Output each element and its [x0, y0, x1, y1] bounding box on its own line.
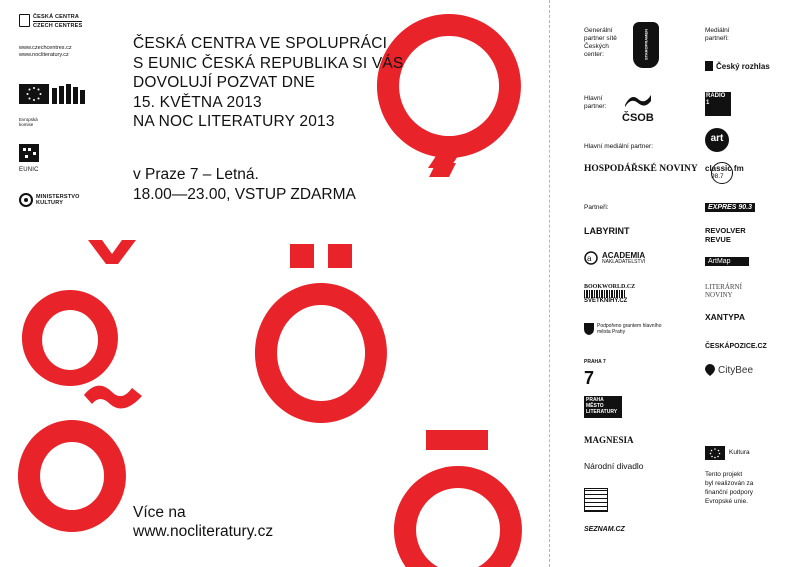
praha-mesto-literatury-logo: PRAHA MĚSTO LITERATURY: [584, 396, 622, 418]
note-line: byl realizován za: [705, 480, 754, 487]
note-line: finanční podpory: [705, 489, 754, 496]
url-nocliteratury[interactable]: www.nocliteratury.cz: [19, 52, 69, 58]
artmap-logo: ArtMap: [705, 257, 749, 266]
invitation-line: 15. KVĚTNA 2013: [133, 93, 262, 111]
ministry-of-culture-logo: [19, 193, 80, 207]
prague-shield-icon: [584, 323, 594, 335]
csob-logo: [622, 93, 654, 124]
caption-line: Hlavní: [584, 95, 603, 102]
ceska-pozice-logo: ČESKÁPOZICE.CZ: [705, 343, 767, 350]
csob-logo-text: ČSOB: [622, 112, 654, 124]
citybee-text: CityBee: [718, 364, 754, 376]
art-logo: art: [705, 128, 729, 152]
media-partners-caption: [705, 27, 730, 43]
revue-text: REVUE: [705, 235, 731, 244]
magnesia-logo: MAGNESIA: [584, 435, 634, 445]
prague-grant-logo: [584, 323, 667, 335]
eu-caption-line2: komise: [19, 122, 34, 127]
bookworld-logo-text: BOOKWORLD.CZ: [584, 284, 636, 290]
invitation-headline: [133, 34, 403, 132]
literarni-noviny-logo: [705, 283, 742, 299]
cesky-rozhlas-logo: [705, 61, 770, 71]
invitation-line: S EUNIC ČESKÁ REPUBLIKA SI VÁS: [133, 54, 404, 72]
hospodarske-noviny-logo: HOSPODÁŘSKÉ NOVINY: [584, 164, 698, 174]
caption-line: Mediální: [705, 27, 730, 34]
partners-caption: Partneři:: [584, 204, 609, 211]
czech-centres-name: ČESKÁ CENTRA: [33, 14, 82, 22]
note-line: Evropské unie.: [705, 498, 748, 505]
praha7-logo: [584, 355, 604, 387]
eu-flag-small-icon: [705, 446, 725, 460]
literarni-text: LITERÁRNÍ: [705, 283, 742, 291]
event-time: 18.00—23.00, VSTUP ZDARMA: [133, 186, 356, 203]
note-line: Tento projekt: [705, 471, 743, 478]
main-partner-caption: [584, 95, 606, 111]
kultura-label: Kultura: [729, 449, 750, 456]
dashed-divider: [549, 0, 550, 567]
more-info-url[interactable]: www.nocliteratury.cz: [133, 523, 274, 540]
eunic-label: EUNIC: [19, 167, 39, 173]
caption-line: center:: [584, 51, 604, 58]
caption-line: Generální: [584, 27, 613, 34]
invitation-line: DOVOLUJÍ POZVAT DNE: [133, 74, 316, 91]
bookworld-logo: [584, 284, 635, 304]
letter-o-tilde-decoration: [18, 386, 142, 532]
caption-line: partneři:: [705, 35, 729, 42]
revolver-revue-logo: [705, 226, 746, 244]
noviny-text: NOVINY: [705, 291, 733, 299]
url-list: [19, 45, 72, 59]
academia-sub-text: NAKLADATELSTVÍ: [602, 259, 646, 265]
url-czechcentres[interactable]: www.czechcentres.cz: [19, 45, 72, 51]
caption-line: partner sítě: [584, 35, 617, 42]
czech-centres-emblem-icon: [19, 14, 30, 27]
praha7-number: 7: [584, 368, 595, 388]
caption-line: Českých: [584, 43, 609, 50]
classic-fm-logo: [705, 164, 744, 181]
staropramen-logo-text: STAROPRAMEN: [643, 28, 649, 61]
letter-o-umlaut-decoration: [255, 244, 387, 423]
narodni-divadlo-logo: Národní divadlo: [584, 461, 644, 471]
european-commission-logo: [19, 84, 91, 127]
xantypa-logo: XANTYPA: [705, 312, 745, 322]
main-media-partner-caption: Hlavní mediální partner:: [584, 143, 654, 150]
eu-flag-icon: [19, 84, 91, 112]
staropramen-logo: [633, 22, 659, 68]
eunic-logo: [19, 144, 39, 173]
general-partner-caption: [584, 27, 617, 59]
event-details: [133, 165, 356, 205]
cesky-rozhlas-icon: [705, 61, 713, 71]
labyrint-logo-text: LABYRINT: [584, 226, 630, 236]
pen-club-logo-icon: [584, 488, 608, 512]
eu-funding-note: [705, 470, 753, 506]
ministry-emblem-icon: [19, 193, 33, 207]
letter-s-caron-decoration: [22, 240, 136, 386]
expres-logo: EXPRES 90.3: [705, 203, 755, 212]
cesky-rozhlas-text: Český rozhlas: [716, 61, 770, 71]
citybee-logo: [705, 364, 753, 376]
czech-centres-name-en: CZECH CENTRES: [33, 23, 83, 29]
letter-o-macron-decoration: [394, 430, 522, 567]
ministry-name-line2: KULTURY: [36, 200, 64, 206]
seznam-logo: SEZNAM.CZ: [584, 526, 625, 533]
invitation-line: ČESKÁ CENTRA VE SPOLUPRÁCI: [133, 35, 388, 52]
more-info: [133, 503, 273, 541]
radio1-logo: RADIO 1: [705, 92, 731, 116]
ministry-name-line1: MINISTERSTVO: [36, 194, 80, 200]
event-place: v Praze 7 – Letná.: [133, 166, 259, 183]
caption-line: partner:: [584, 103, 607, 110]
invitation-line: NA NOC LITERATURY 2013: [133, 113, 335, 130]
praha7-logo-text: PRAHA 7: [584, 359, 606, 365]
revolver-text: REVOLVER: [705, 226, 746, 235]
svetknihy-logo-text: SVETKNIHY.CZ: [584, 298, 628, 304]
academia-logo: [584, 251, 645, 265]
czech-centres-logo: [19, 14, 82, 29]
barcode-icon: [584, 290, 626, 298]
csob-wave-icon: [623, 93, 653, 107]
eu-culture-logo: [705, 446, 750, 460]
eunic-icon: [19, 144, 39, 162]
academia-logo-text: ACADEMIA: [602, 251, 646, 260]
academia-circle-icon: [584, 251, 598, 265]
svg-text:a: a: [587, 254, 592, 263]
eu-caption-line1: Evropská: [19, 117, 38, 122]
prague-grant-text: Podpořeno grantem hlavního města Prahy: [597, 323, 662, 335]
more-info-label: Více na: [133, 504, 186, 521]
classic-fm-text: classic fm: [705, 164, 744, 173]
classic-fm-frequency: 98.7: [711, 173, 724, 180]
labyrint-logo: [584, 226, 630, 236]
citybee-pin-icon: [705, 364, 715, 376]
